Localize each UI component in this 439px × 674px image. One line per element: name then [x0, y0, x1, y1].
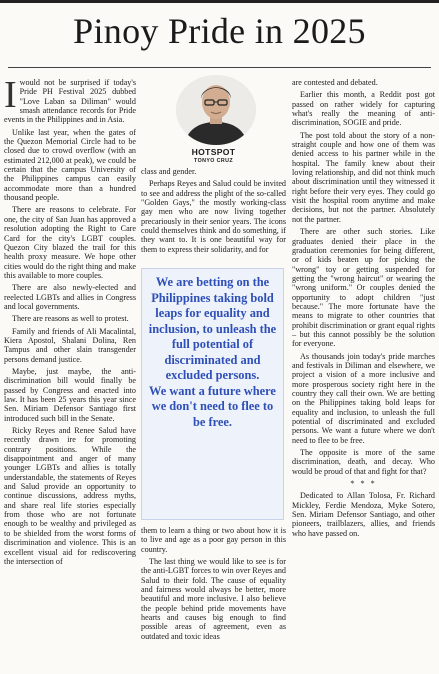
paragraph: class and gender.: [141, 167, 197, 176]
column-name: HOTSPOT: [191, 147, 236, 157]
paragraph: Family and friends of Ali Macalintal, Kiera Apostol, Shalani Dolina, Ren Tampus and other slain transgender persons demand justice.: [4, 326, 136, 364]
columnist-portrait-icon-svg: [176, 75, 256, 145]
paragraph: Unlike last year, when the gates of the Quezon Memorial Circle had to be closed due to crowd overflow (with an estimated 212,000 at peak), we could be certain that the campus University of the Philippines campus can easily accommodate more than a hundred thousand people.: [4, 127, 136, 203]
headline: Pinoy Pride in 2025: [73, 11, 366, 51]
paragraph: are contested and debated.: [292, 78, 378, 87]
paragraph: The post told about the story of a non-straight couple and how one of them was denied access to his partner while in the hospital. The family knew about their loving relationship, and did not think much about discrimination until they witnessed it right before their very eyes. They could go visit the hospital room anytime and make decisions, but not the partner. Absolutely not the partner.: [292, 130, 435, 224]
article-column-2-bottom: [141, 526, 286, 644]
paragraph: There are also newly-elected and reelected LGBTs and allies in Congress and local governments.: [4, 283, 136, 311]
pull-quote-line: We want a future where we don't need to flee to be free.: [149, 383, 276, 429]
dedication-paragraph: Dedicated to Allan Tolosa, Fr. Richard Mickley, Ferdie Mendoza, Myke Sotero, Sen. Miriam Defensor Santiago, and other pioneers, trailblazers, allies, and friends who have passed on.: [292, 491, 435, 538]
paragraph: Earlier this month, a Reddit post got passed on rather widely for capturing what's really the meaning of anti-discrimination, SOGIE and pride.: [292, 90, 435, 128]
section-break: * * *: [350, 479, 377, 489]
headline-divider: [8, 67, 431, 68]
paragraph-text: would not be surprised if today's Pride PH Festival 2025 dubbed "Love Laban sa Diliman" would smash attendance records for Pride events in the Philippines and in Asia.: [4, 78, 136, 125]
paragraph: There are other such stories. Like graduates denied their place in the graduation ceremonies for being different, or of kids beaten up for picking the "wrong" toy or getting suspended for getting the "wrong haircut" or wearing the "wrong uniform." Or couples denied the opportunity to adopt children "just because." The more fortunate have the means to migrate to other countries that prohibit discrimination or grant equal rights – but this cannot possibly be the solution for everyone.: [292, 227, 435, 349]
lead-paragraph: [4, 74, 136, 125]
pull-quote-line: We are betting on the Philippines taking bold leaps for equality and inclusion, to unleash the full potential of discriminated and excluded persons.: [148, 275, 277, 382]
paragraph: There are reasons as well to protest.: [12, 314, 129, 324]
paragraph: There are reasons to celebrate. For one, the city of San Juan has approved a resolution adopting the Right to Care Card for the city's LGBT couples. Quezon City blazed the trail for this health proxy measure. We hope other cities would do the right thing and make this available to more couples.: [4, 205, 136, 280]
article-column-2-top: [141, 167, 286, 257]
top-rule: [0, 0, 439, 3]
columnist-portrait-icon: [176, 75, 256, 145]
article-column-1: [4, 74, 136, 569]
paragraph: Maybe, just maybe, the anti-discrimination bill would finally be passed by Congress and enacted into law. It has been 25 years this year since Sen. Miriam Defensor Santiago first introduced such bill in the Senate.: [4, 366, 136, 423]
paragraph: The last thing we would like to see is for the anti-LGBT forces to win over Reyes and Salud to their fold. The cause of equality and fairness would always be better, more beautiful and more inclusive. I also believe the people behind pride movements have hearts and causes big enough to find possible areas of agreement, even as outdated and toxic ideas: [141, 557, 286, 641]
paragraph: Perhaps Reyes and Salud could be invited to see and address the plight of the so-called "Golden Gays," the mostly working-class gay men who are now living together precariously in their senior years. The icons could themselves think and do something, if they want to. It is one beautiful way for them to express their solidarity, and for: [141, 179, 286, 254]
drop-cap: I: [4, 74, 17, 116]
article-column-3: [292, 78, 435, 541]
paragraph: Ricky Reyes and Renee Salud have recently drawn ire for promoting contrary positions. While the disappointment and anger of many younger LGBTs and allies is totally understandable, the statements of Reyes and Salud provide an opportunity to continue discussions, address myths, and share real life stories especially from those who are not fortunate enough to be wealthy and privileged as to be shielded from the worst forms of discrimination and violence. This is an excellent visual aid for rediscovering the intersection of: [4, 426, 136, 566]
paragraph: The opposite is more of the same discrimination, death, and decay. Who would be proud of that and fight for that?: [292, 448, 435, 476]
pull-quote: [141, 268, 284, 520]
paragraph: As thousands join today's pride marches and festivals in Diliman and elsewhere, we project a vision of a more inclusive and more prosperous society right here in the country they call their own. We are betting on the Philippines taking bold leaps for equality and inclusion, to unleash the full potential of discriminated and excluded persons. We want a future where we don't need to flee to be free.: [292, 351, 435, 445]
paragraph: them to learn a thing or two about how it is to live and age as a poor gay person in this country.: [141, 526, 286, 554]
author-byline: TONYO CRUZ: [194, 158, 233, 164]
